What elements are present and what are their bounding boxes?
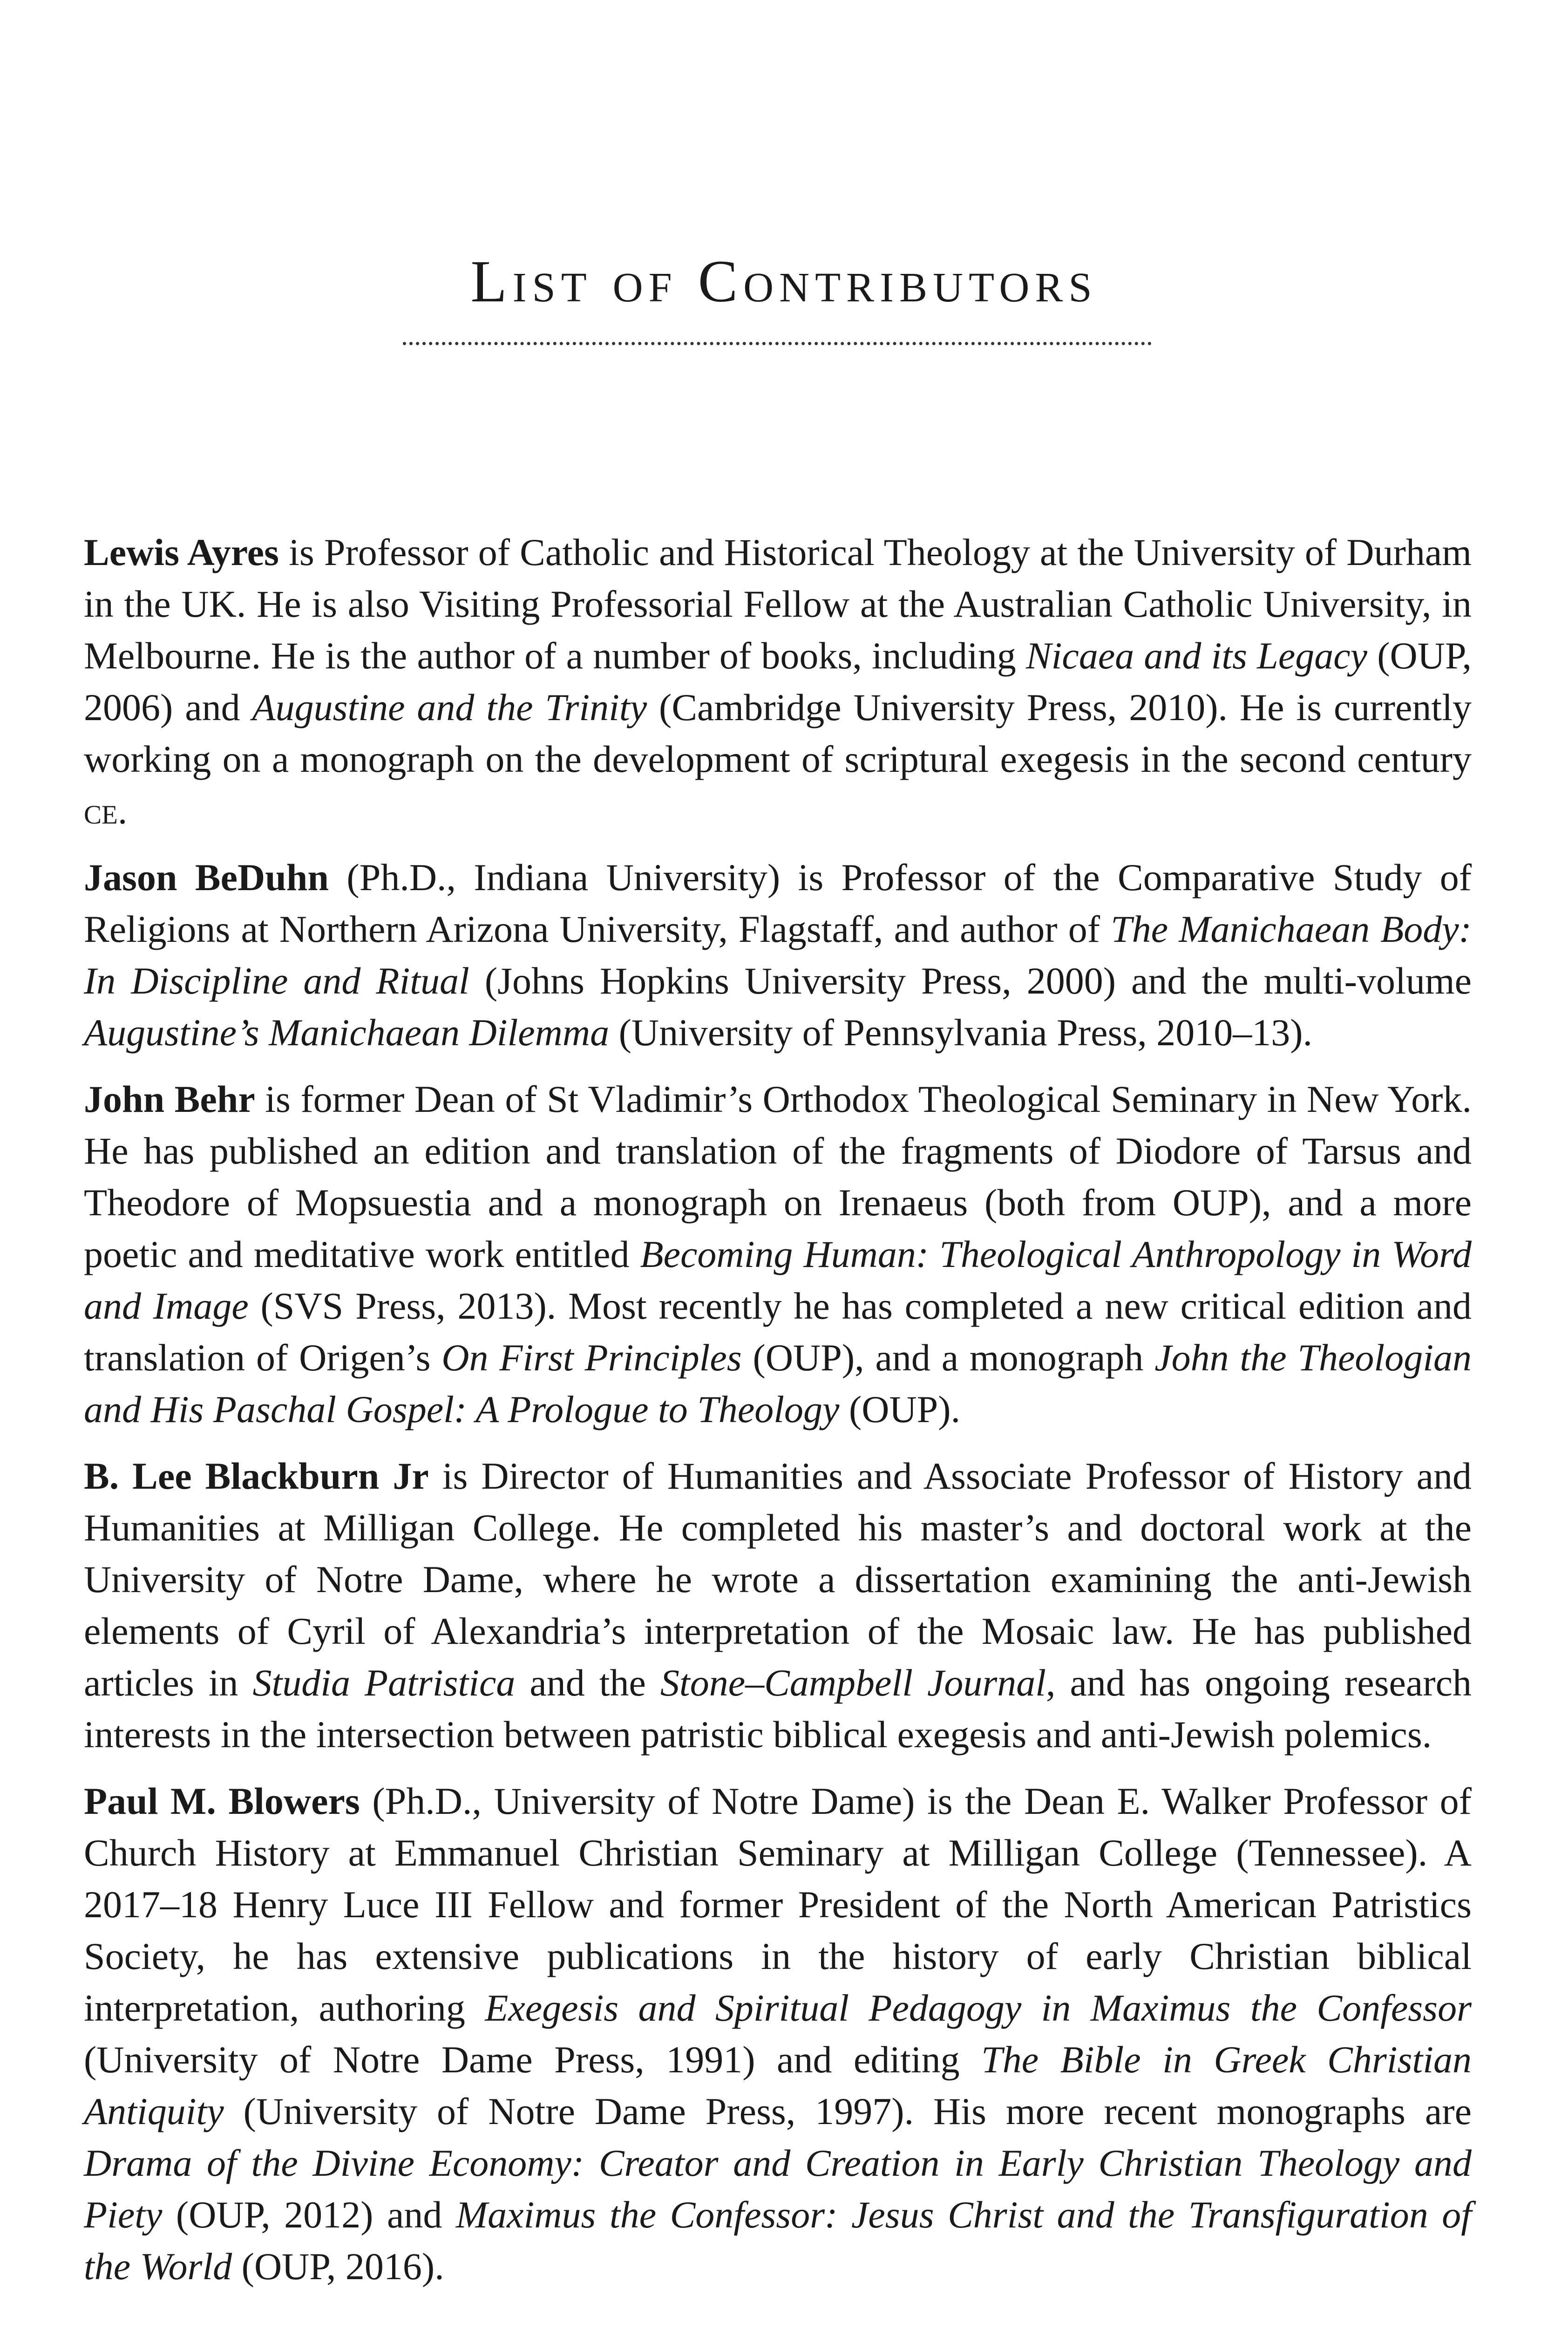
italic-title: The Manichaean Body: In Discipline and Ritual (84, 908, 1472, 1002)
italic-title: Stone–Campbell Journal (660, 1662, 1046, 1704)
dotted-rule (403, 342, 1152, 345)
contributor-entry (84, 1450, 1472, 1760)
bio-text: (OUP), and a monograph (741, 1336, 1155, 1379)
bio-text: and the (515, 1662, 660, 1704)
contributor-name: Paul M. Blowers (84, 1780, 360, 1822)
bio-text: (University of Notre Dame Press, 1991) and editing (84, 2038, 982, 2081)
bio-text: (University of Notre Dame Press, 1997). His more recent monographs are (224, 2090, 1472, 2132)
italic-title: Drama of the Divine Economy: Creator and Creation in Early Christian Theology and Piety (84, 2142, 1472, 2236)
bio-text: is former Dean of St Vladimir’s Orthodox Theological Seminary in New York. He has published an edition and translation of the fragments of Diodore of Tarsus and Theodore of Mopsuestia and a monograph on Irenaeus (both from OUP), and a more poetic and meditative work entitled (84, 1078, 1472, 1275)
bio-text: (OUP, 2012) and (162, 2193, 456, 2236)
italic-title: Augustine and the Trinity (252, 686, 647, 729)
page-title: List of Contributors (470, 248, 1098, 314)
contributor-name: B. Lee Blackburn Jr (84, 1455, 429, 1497)
contributor-entry (84, 526, 1472, 837)
bio-text: (Johns Hopkins University Press, 2000) and the multi-volume (469, 960, 1472, 1002)
italic-title: Nicaea and its Legacy (1025, 634, 1368, 677)
bio-text: (SVS Press, 2013). Most recently he has completed a new critical edition and translation of Origen’s (84, 1285, 1472, 1379)
contributor-name: Lewis Ayres (84, 531, 279, 573)
contributor-entry (84, 1775, 1472, 2292)
italic-title: Augustine’s Manichaean Dilemma (84, 1011, 610, 1054)
italic-title: Maximus the Confessor: Jesus Christ and the Transfiguration of the World (84, 2193, 1472, 2288)
contributor-entry (84, 851, 1472, 1058)
contributor-bio (84, 1455, 1472, 1756)
bio-text: is Director of Humanities and Associate Professor of History and Humanities at Milligan College. He completed his master’s and doctoral work at the University of Notre Dame, where he wrote a dissertation examining the anti-Jewish elements of Cyril of Alexandria’s interpretation of the Mosaic law. He has published articles in (84, 1455, 1472, 1704)
small-caps-text: ce (84, 790, 118, 832)
italic-title: Becoming Human: Theological Anthropology in Word and Image (84, 1233, 1472, 1327)
contributor-bio (84, 531, 1472, 832)
bio-text: , and has ongoing research interests in the intersection between patristic biblical exegesis and anti-Jewish polemics. (84, 1662, 1472, 1756)
italic-title: The Bible in Greek Christian Antiquity (84, 2038, 1472, 2132)
bio-text: (OUP, 2006) and (84, 634, 1472, 729)
bio-text: (Ph.D., University of Notre Dame) is the Dean E. Walker Professor of Church History at Emmanuel Christian Seminary at Milligan College (Tennessee). A 2017–18 Henry Luce III Fellow and former President of the North American Patristics Society, he has extensive publications in the history of early Christian biblical interpretation, authoring (84, 1780, 1472, 2029)
contributor-name: John Behr (84, 1078, 255, 1120)
bio-text: . (117, 790, 128, 832)
page-heading (0, 248, 1568, 314)
italic-title: John the Theologian and His Paschal Gospel: A Prologue to Theology (84, 1336, 1472, 1430)
contributor-list (84, 526, 1472, 2307)
contributor-name: Jason BeDuhn (84, 856, 329, 899)
bio-text: (Ph.D., Indiana University) is Professor of the Comparative Study of Religions at Northern Arizona University, Flagstaff, and author of (84, 856, 1472, 950)
italic-title: Studia Patristica (252, 1662, 516, 1704)
contributor-entry (84, 1073, 1472, 1435)
bio-text: (OUP, 2016). (232, 2245, 444, 2288)
contributor-bio (84, 1780, 1472, 2288)
bio-text: (Cambridge University Press, 2010). He is currently working on a monograph on the development of scriptural exegesis in the second century (84, 686, 1472, 780)
contributor-bio (84, 1078, 1472, 1430)
bio-text: is Professor of Catholic and Historical Theology at the University of Durham in the UK. He is also Visiting Professorial Fellow at the Australian Catholic University, in Melbourne. He is the author of a number of books, including (84, 531, 1472, 677)
bio-text: (University of Pennsylvania Press, 2010–13). (609, 1011, 1313, 1054)
italic-title: On First Principles (441, 1336, 742, 1379)
italic-title: Exegesis and Spiritual Pedagogy in Maximus the Confessor (485, 1987, 1472, 2029)
bio-text: (OUP). (839, 1388, 961, 1430)
